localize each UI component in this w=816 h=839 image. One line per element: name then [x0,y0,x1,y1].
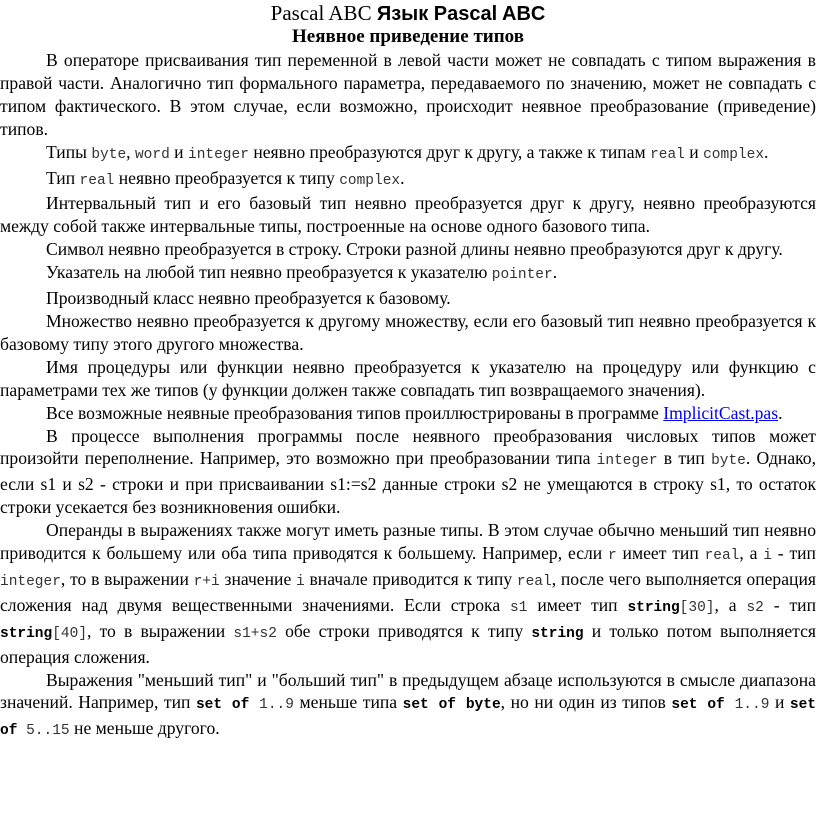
code-word: word [134,146,170,163]
code-complex: complex [703,146,765,163]
text: , то в выражении [87,620,234,641]
paragraph-8: Множество неявно преобразуется к другому множеству, если его базовый тип неявно преобразуется к базовому типу этого другого множества. [0,310,816,354]
text: имеет тип [527,594,628,615]
text: В процессе выполнения программы после неявного преобразования числовых типов может произойти переполнение. Например, это возможно при преобразовании типа [0,425,816,469]
code-integer: integer [0,573,61,590]
text: и только потом выполняется операция сложения. [0,620,816,667]
text: , после чего выполняется операция сложения над двумя вещественными значениями. Если строка [0,568,816,615]
code-range-5-15: 5..15 [17,723,70,740]
text: Выражения "меньший тип" и "больший тип" в предыдущем абзаце используются в смысле диапазона значений. Например, тип [0,669,816,713]
code-range-1-9: 1..9 [724,697,770,714]
keyword-string: string [627,599,680,616]
keyword-set-of: set of [0,697,816,740]
text: , а [714,594,747,615]
code-s1: s1 [510,599,528,616]
paragraph-7: Производный класс неявно преобразуется к базовому. [46,288,451,309]
keyword-set-of: set of [671,697,725,714]
paragraph-12 [0,519,816,668]
header-plain: Pascal ABC [270,1,372,25]
code-pointer: pointer [491,267,553,284]
code-30: [30] [679,599,715,616]
paragraph-13 [0,669,816,744]
text: не меньше другого. [69,718,220,739]
text: Типы [46,141,92,162]
text: . [764,141,769,162]
text: , но ни один из типов [500,692,672,713]
page-header [0,0,816,25]
text: имеет тип [616,543,705,564]
text: неявно преобразуется к типу [114,167,340,188]
text: значение [219,568,297,589]
text: Указатель на любой тип неявно преобразуется к указателю [46,262,492,283]
text: неявно преобразуются друг к другу, а также к типам [248,141,651,162]
code-real: real [650,146,685,163]
paragraph-1: В операторе присваивания тип переменной в левой части может не совпадать с типом выражения в правой части. Аналогично тип формального параметра, передаваемого по значению, может не совпадать с типом фактического. В этом случае, если возможно, происходит неявное преобразование (приведение) типов. [0,50,816,139]
keyword-string: string [531,625,584,642]
code-i: i [763,548,772,565]
code-byte: byte [711,453,746,470]
text: . [552,262,558,283]
text: и [684,141,704,162]
paragraph-2 [0,141,816,167]
text: - тип [771,543,816,564]
code-s1-plus-s2: s1+s2 [233,625,277,642]
text: Тип [46,167,80,188]
text: в тип [657,448,712,469]
code-i: i [296,573,305,590]
paragraph-5: Символ неявно преобразуется в строку. Строки разной длины неявно преобразуются друг к другу. [46,239,783,260]
text: вначале приводится к типу [304,568,517,589]
code-integer: integer [188,146,249,163]
code-s2: s2 [746,599,764,616]
code-real: real [516,573,552,590]
implicitcast-link[interactable]: ImplicitCast.pas [663,402,779,423]
code-range-1-9: 1..9 [249,697,294,714]
text: обе строки приводятся к типу [276,620,532,641]
section-title: Неявное приведение типов [292,26,524,47]
text: , [126,141,135,162]
keyword-set-of: set of [195,697,250,714]
keyword-set-of-byte: set of byte [402,697,501,714]
code-40: [40] [52,625,88,642]
code-real: real [79,172,115,189]
header-bold: Язык Pascal ABC [376,3,546,25]
code-real: real [704,548,740,565]
text: . [400,167,405,188]
text: , то в выражении [60,568,194,589]
paragraph-6 [0,261,816,287]
code-byte: byte [91,146,127,163]
code-complex: complex [339,172,401,189]
text: . Однако, если s1 и s2 - строки и при присваивании s1:=s2 данные строки s2 не умещаются в строку s1, то остаток строки усекается без возникновения ошибки. [0,448,816,518]
text: меньше типа [293,692,403,713]
text: и [769,692,790,713]
paragraph-9: Имя процедуры или функции неявно преобразуется к указателю на процедуру или функцию с параметрами тех же типов (у функции должен также совпадать тип возвращаемого значения). [0,356,816,400]
text: Все возможные неявные преобразования типов проиллюстрированы в программе [46,402,664,423]
code-r-plus-i: r+i [193,573,220,590]
paragraph-10 [0,402,816,425]
paragraph-11 [0,425,816,520]
paragraph-3 [0,167,816,193]
paragraph-4: Интервальный тип и его базовый тип неявно преобразуется друг к другу, неявно преобразуются между собой также интервальные типы, построенные на основе одного базового типа. [0,193,816,237]
code-r: r [608,548,617,565]
text: и [169,141,188,162]
text: . [778,402,783,423]
code-integer: integer [596,453,658,470]
text: Операнды в выражениях также могут иметь разные типы. В этом случае обычно меньший тип неявно приводится к большему или оба типа приводятся к большему. Например, если [0,520,816,564]
keyword-string: string [0,625,53,642]
text: - тип [763,594,816,615]
text: , а [739,543,764,564]
